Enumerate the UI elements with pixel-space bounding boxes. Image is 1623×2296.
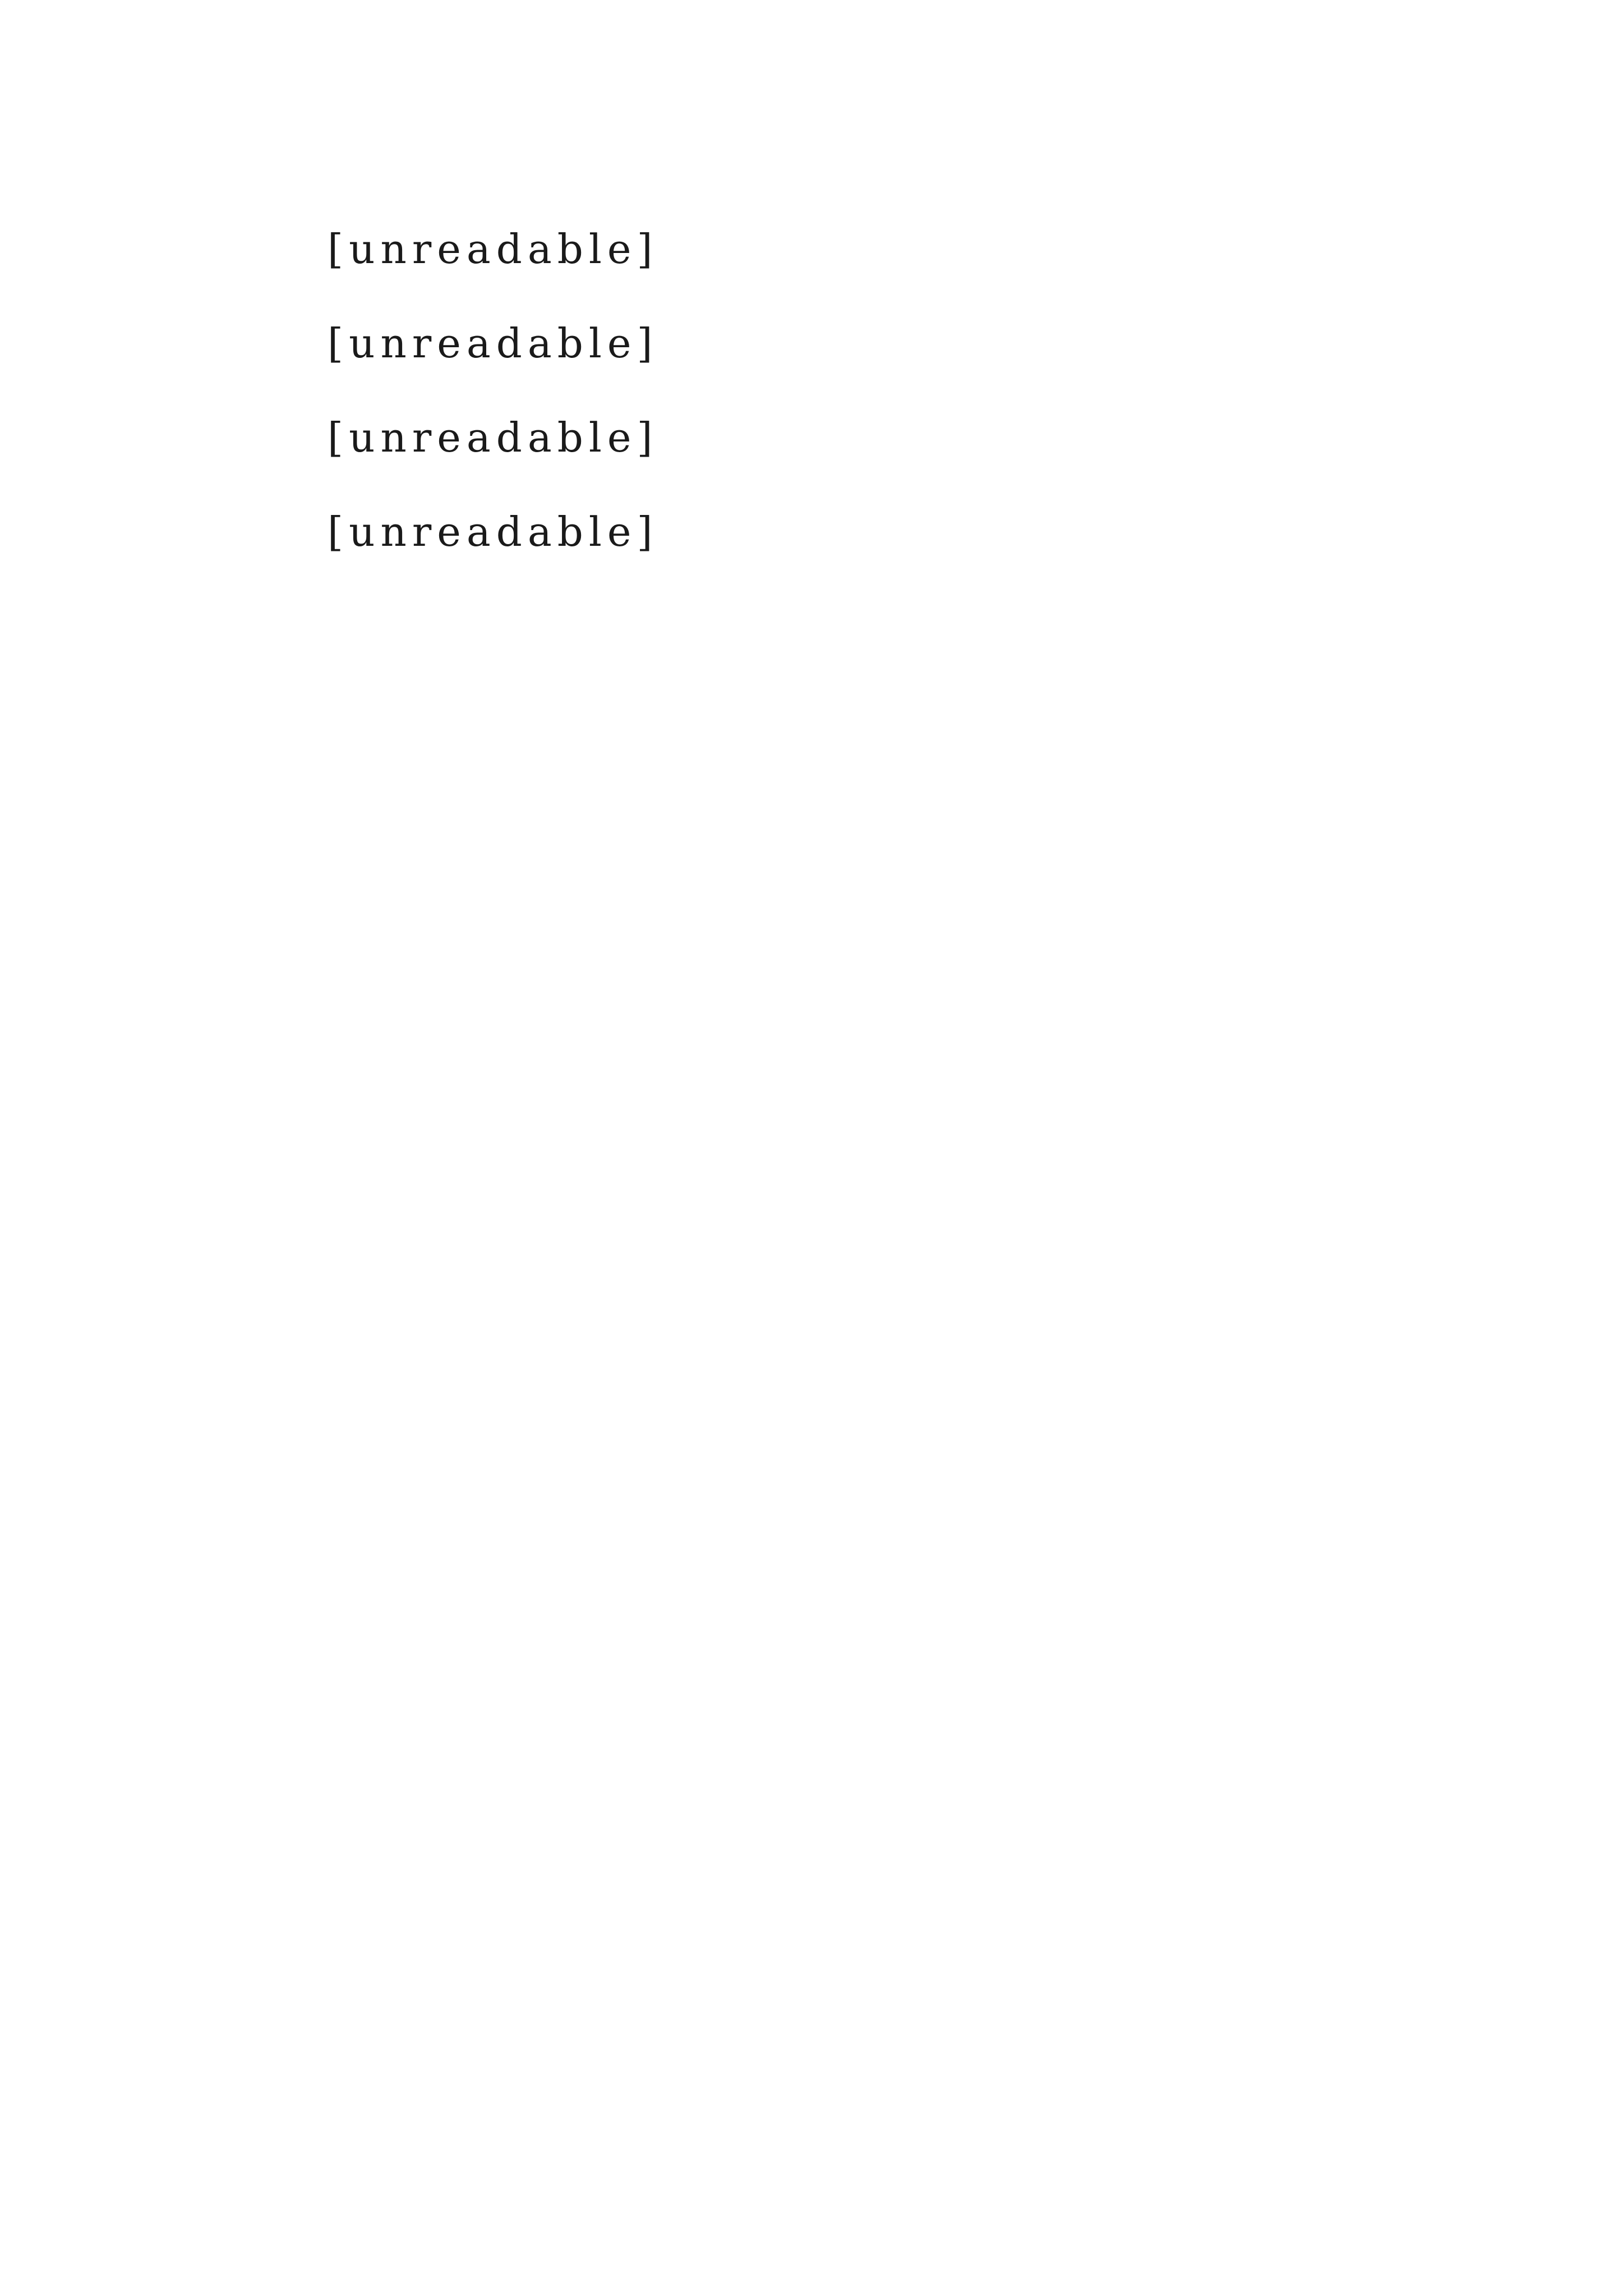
paragraph-fireworks: [unreadable] (328, 508, 658, 555)
document-body (247, 202, 1396, 579)
paragraph-lantern-festival-ending: [unreadable] (328, 226, 658, 273)
essay-heading: [unreadable] (328, 320, 658, 367)
paragraph-mid-autumn-moon: [unreadable] (328, 414, 658, 461)
